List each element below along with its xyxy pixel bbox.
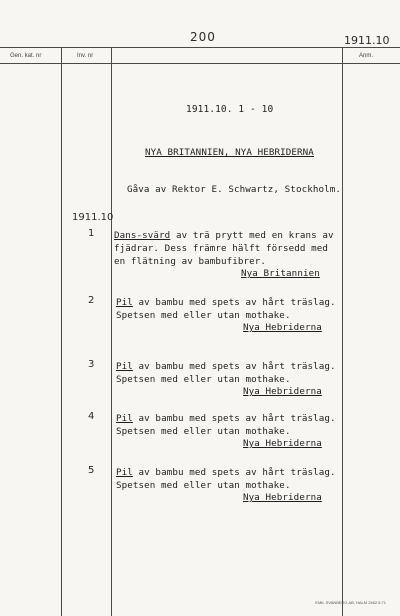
- entry-4-line-1-rest: av bambu med spets av hårt träslag.: [132, 413, 336, 424]
- column-divider-3: [342, 47, 343, 616]
- entry-5-place: Nya Hebriderna: [243, 492, 322, 503]
- entry-4-place: Nya Hebriderna: [243, 438, 322, 449]
- entry-5-line-2: Spetsen med eller utan mothake.: [116, 480, 291, 491]
- column-header-inv: Inv. nr: [77, 53, 94, 59]
- entry-1-number: 1: [88, 228, 95, 239]
- entry-2-line-2: Spetsen med eller utan mothake.: [116, 310, 291, 321]
- entry-3-line-1-rest: av bambu med spets av hårt träslag.: [132, 361, 336, 372]
- entry-1-line-2: fjädrar. Dess främre hälft försedd med: [114, 243, 328, 254]
- entry-4-line-2: Spetsen med eller utan mothake.: [116, 426, 291, 437]
- entry-3-number: 3: [88, 359, 95, 370]
- entry-4-number: 4: [88, 411, 95, 422]
- entry-4-line-1: [116, 413, 336, 424]
- top-rule: [0, 47, 400, 48]
- column-header-anm: Anm.: [359, 53, 374, 59]
- group-number: 1911.10: [72, 212, 114, 223]
- entry-1-line-1: [114, 230, 334, 241]
- entry-3-line-2: Spetsen med eller utan mothake.: [116, 374, 291, 385]
- entry-4-head: Pil: [116, 413, 133, 424]
- entry-2-line-1-rest: av bambu med spets av hårt träslag.: [132, 297, 336, 308]
- column-divider-2: [111, 47, 112, 616]
- column-header-gen-kat: Gen. kat. nr: [10, 53, 42, 59]
- entry-3-head: Pil: [116, 361, 133, 372]
- entry-2-place: Nya Hebriderna: [243, 322, 322, 333]
- entry-1-line-1-rest: av trä prytt med en krans av: [170, 230, 334, 241]
- header-rule: [0, 63, 400, 64]
- entry-5-head: Pil: [116, 467, 133, 478]
- entry-2-number: 2: [88, 295, 95, 306]
- page-number: 200: [190, 30, 216, 44]
- entry-5-line-1-rest: av bambu med spets av hårt träslag.: [132, 467, 336, 478]
- column-divider-1: [61, 47, 62, 616]
- entry-1-head: Dans-svärd: [114, 230, 171, 241]
- entry-3-place: Nya Hebriderna: [243, 386, 322, 397]
- region-title: NYA BRITANNIEN, NYA HEBRIDERNA: [145, 147, 314, 158]
- entry-3-line-1: [116, 361, 336, 372]
- entry-2-head: Pil: [116, 297, 133, 308]
- series-heading: 1911.10: [344, 34, 390, 47]
- donor-line: Gåva av Rektor E. Schwartz, Stockholm.: [127, 184, 341, 195]
- entry-1-line-3: en flätning av bambufibrer.: [114, 256, 267, 267]
- range-title: 1911.10. 1 - 10: [186, 104, 274, 115]
- entry-2-line-1: [116, 297, 336, 308]
- entry-1-place: Nya Britannien: [241, 268, 320, 279]
- entry-5-number: 5: [88, 465, 95, 476]
- footer-print-code: EMIL SVANBERG AB, HALM 2462.5.71: [315, 600, 386, 605]
- entry-5-line-1: [116, 467, 336, 478]
